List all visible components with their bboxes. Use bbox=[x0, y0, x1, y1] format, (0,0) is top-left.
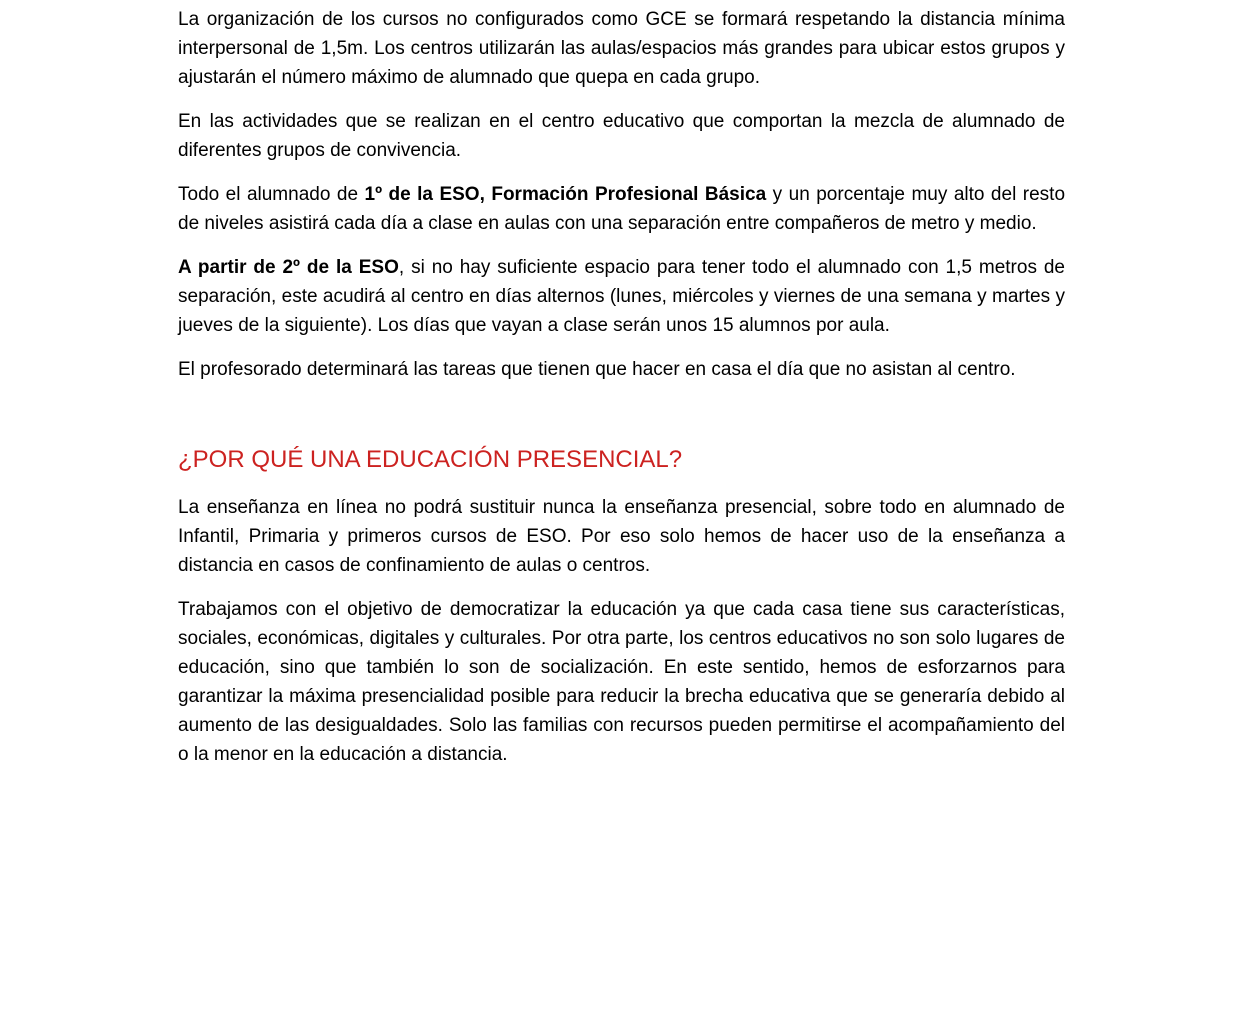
paragraph-organizacion-cursos bbox=[178, 5, 1065, 92]
paragraph-text: y un porcentaje muy alto del resto de niveles asistirá cada día a clase en aulas con una separación entre compañeros de metro y medio. bbox=[178, 184, 1066, 234]
paragraph-democratizar-educacion bbox=[178, 595, 1065, 769]
paragraph-alumnado-eso bbox=[178, 180, 1065, 238]
paragraph-text: La organización de los cursos no configurados como GCE se formará respetando la distancia mínima interpersonal de 1,5m. Los centros utilizarán las aulas/espacios más grandes para ubicar estos grupos y ajustarán el número máximo de alumnado que quepa en cada grupo. bbox=[178, 9, 1065, 88]
paragraph-text: En las actividades que se realizan en el centro educativo que comportan la mezcla de alumnado de diferentes grupos de convivencia. bbox=[178, 111, 1065, 161]
paragraph-profesorado-tareas bbox=[178, 355, 1065, 384]
paragraph-text: , si no hay suficiente espacio para tener todo el alumnado con 1,5 metros de separación, este acudirá al centro en días alternos (lunes, miércoles y viernes de una semana y martes y jueves de la siguiente). Los días que vayan a clase serán unos 15 alumnos por aula. bbox=[178, 257, 1065, 336]
bold-run-segundo-eso: A partir de 2º de la ESO bbox=[178, 257, 399, 278]
paragraph-ensenanza-en-linea bbox=[178, 493, 1065, 580]
paragraph-dias-alternos bbox=[178, 253, 1065, 340]
paragraph-text: Trabajamos con el objetivo de democratizar la educación ya que cada casa tiene sus características, sociales, económicas, digitales y culturales. Por otra parte, los centros educativos no son solo lugares de educación, sino que también lo son de socialización. En este sentido, hemos de esforzarnos para garantizar la máxima presencialidad posible para reducir la brecha educativa que se generaría debido al aumento de las desigualdades. Solo las familias con recursos pueden permitirse el acompañamiento del o la menor en la educación a distancia. bbox=[178, 599, 1065, 765]
paragraph-text: La enseñanza en línea no podrá sustituir nunca la enseñanza presencial, sobre todo en alumnado de Infantil, Primaria y primeros cursos de ESO. Por eso solo hemos de hacer uso de la enseñanza a distancia en casos de confinamiento de aulas o centros. bbox=[178, 497, 1065, 576]
section-heading-educacion-presencial: ¿POR QUÉ UNA EDUCACIÓN PRESENCIAL? bbox=[178, 446, 683, 473]
paragraph-actividades-centro bbox=[178, 107, 1065, 165]
bold-run-primero-eso: 1º de la ESO, Formación Profesional Básica bbox=[364, 184, 767, 205]
paragraph-text: El profesorado determinará las tareas que tienen que hacer en casa el día que no asistan al centro. bbox=[178, 359, 1016, 380]
paragraph-text: Todo el alumnado de bbox=[178, 184, 365, 205]
